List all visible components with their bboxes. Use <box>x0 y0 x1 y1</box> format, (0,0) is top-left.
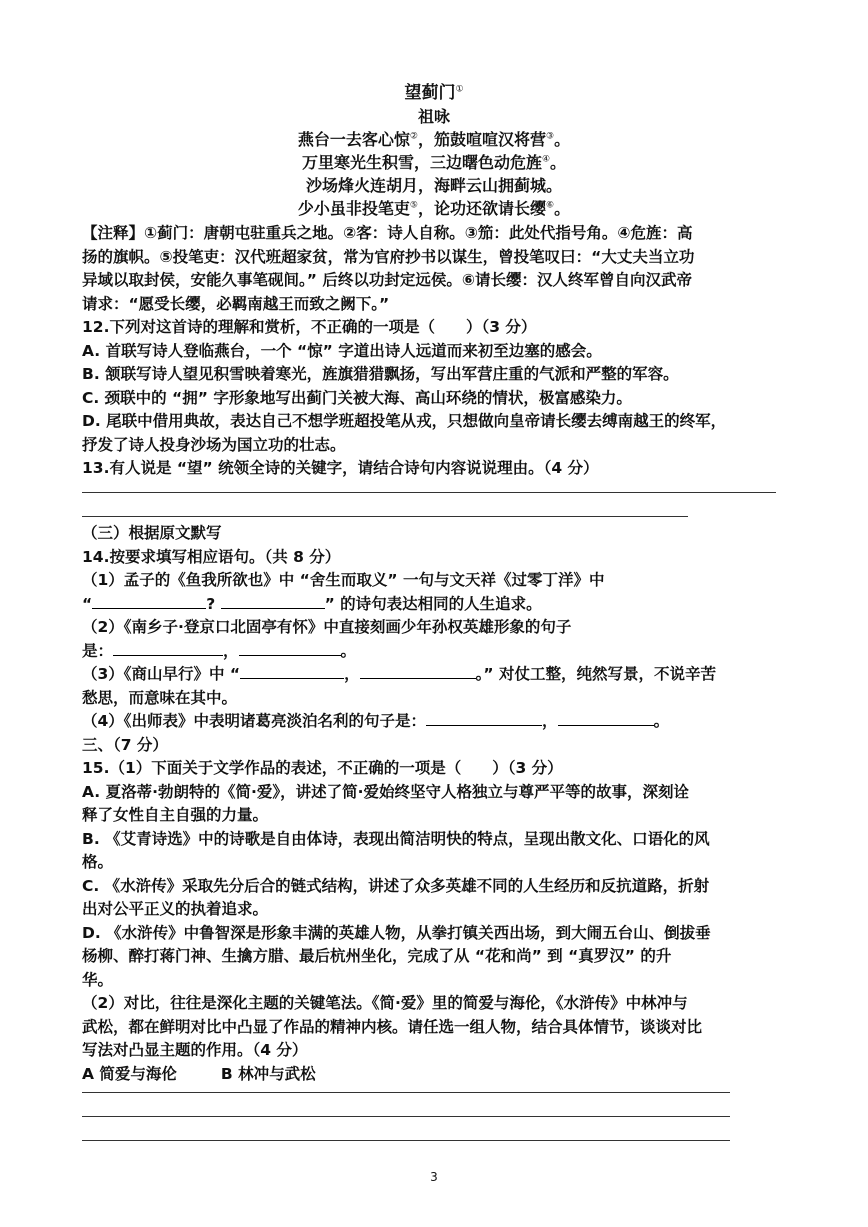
q13-answer-line-1[interactable] <box>82 492 776 493</box>
q14-3-blank-2[interactable] <box>360 663 476 679</box>
poem-line-3: 沙场烽火连胡月，海畔云山拥蓟城。 <box>305 176 562 195</box>
section3-heading: （三）根据原文默写 <box>82 524 222 542</box>
section3-body <box>82 522 790 1086</box>
q14-stem: 14.按要求填写相应语句。（共 8 分） <box>82 547 341 566</box>
notes-line: 【注释】①蓟门：唐朝屯驻重兵之地。②客：诗人自称。③笳：此处代指号角。④危旌：高 <box>82 224 693 242</box>
poem-title-note: ① <box>455 84 464 95</box>
q14-2-line-1: （2）《南乡子·登京口北固亭有怀》中直接刻画少年孙权英雄形象的句子 <box>82 618 572 636</box>
q15-1-option-line: B. 《艾青诗选》中的诗歌是自由体诗，表现出简洁明快的特点，呈现出散文化、口语化的风 <box>82 829 710 848</box>
q15-answer-line-3[interactable] <box>82 1140 730 1141</box>
notes-line: 扬的旗帜。⑤投笔吏：汉代班超家贫，常为官府抄书以谋生，曾投笔叹曰：“大丈夫当立功 <box>82 247 695 266</box>
q15-1-option-line: D. 《水浒传》中鲁智深是形象丰满的英雄人物，从拳打镇关西出场，到大闹五台山、倒拔垂 <box>82 923 711 942</box>
q15-answer-line-2[interactable] <box>82 1116 730 1117</box>
q12-option-a: A. 首联写诗人登临燕台，一个 “惊” 字道出诗人远道而来初至边塞的感会。 <box>82 341 602 360</box>
q15-1-option-line: A. 夏洛蒂·勃朗特的《简·爱》，讲述了简·爱始终坚守人格独立与尊严平等的故事，深刻诠 <box>82 782 689 801</box>
q14-2-blank-2[interactable] <box>239 640 341 656</box>
q15-1-option-line: 出对公平正义的执着追求。 <box>82 900 269 918</box>
q15-1-stem: 15.（1）下面关于文学作品的表述，不正确的一项是（ ）（3 分） <box>82 759 563 777</box>
q14-4-line: （4）《出师表》中表明诸葛亮淡泊名利的句子是： ， 。 <box>82 712 670 730</box>
notes-line: 请求：“愿受长缨，必羁南越王而致之阙下。” <box>82 294 390 313</box>
q14-2-blank-1[interactable] <box>113 640 223 656</box>
poem-author: 祖咏 <box>417 107 450 126</box>
q12-option-b: B. 颔联写诗人望见积雪映着寒光，旌旗猎猎飘扬，写出军营庄重的气派和严整的军容。 <box>82 365 679 383</box>
q15-1-option-line: 格。 <box>82 853 114 871</box>
q14-1-blank-1[interactable] <box>92 593 206 609</box>
q14-3-blank-1[interactable] <box>240 663 344 679</box>
q12-stem: 12.下列对这首诗的理解和赏析，不正确的一项是（ ）（3 分） <box>82 318 537 336</box>
q14-3-line-1: （3）《商山早行》中 “ ， 。” 对仗工整，纯然写景，不说辛苦 <box>82 665 716 683</box>
q14-1-line-2: “ ? ” 的诗句表达相同的人生追求。 <box>82 594 542 613</box>
poem-line-4: 少小虽非投笔吏⑤，论功还欲请长缨⑥。 <box>297 199 571 218</box>
q14-3-line-2: 愁思，而意味在其中。 <box>82 688 238 707</box>
q14-4-blank-1[interactable] <box>426 710 542 726</box>
choice-a: A 简爱与海伦 <box>82 1064 177 1083</box>
notes-line: 异域以取封侯，安能久事笔砚间。” 后终以功封定远侯。⑥请长缨：汉人终军曾自向汉武帝 <box>82 271 692 289</box>
q13-stem: 13.有人说是 “望” 统领全诗的关键字，请结合诗句内容说说理由。（4 分） <box>82 459 599 477</box>
q15-2-line: 武松，都在鲜明对比中凸显了作品的精神内核。请任选一组人物，结合具体情节，谈谈对比 <box>82 1017 703 1036</box>
q14-2-line-2: 是： ， 。 <box>82 641 357 660</box>
q15-2-choices <box>82 1063 790 1087</box>
q15-1-option-line: 释了女性自主自强的力量。 <box>82 806 269 824</box>
q14-4-blank-2[interactable] <box>558 710 654 726</box>
choice-b: B 林冲与武松 <box>220 1064 316 1083</box>
poem-title-text: 望蓟门 <box>404 83 456 103</box>
q12-option-d-cont: 抒发了诗人投身沙场为国立功的壮志。 <box>82 435 346 454</box>
q15-2-line: 写法对凸显主题的作用。（4 分） <box>82 1041 308 1059</box>
q12-option-c: C. 颈联中的 “拥” 字形象地写出蓟门关被大海、高山环绕的情状，极富感染力。 <box>82 388 632 407</box>
q15-1-option-line: 杨柳、醉打蒋门神、生擒方腊、最后杭州坐化，完成了从 “花和尚” 到 “真罗汉” 的升 <box>82 947 672 965</box>
poem-title <box>0 82 868 105</box>
q14-1-blank-2[interactable] <box>221 593 325 609</box>
q15-1-option-line: 华。 <box>82 970 114 989</box>
page-number: 3 <box>430 1170 438 1184</box>
q15-2-line: （2）对比，往往是深化主题的关键笔法。《简·爱》里的简爱与海伦，《水浒传》中林冲与 <box>82 994 688 1012</box>
q15-answer-line-1[interactable] <box>82 1092 730 1093</box>
poem-line-2: 万里寒光生积雪，三边曙色动危旌④。 <box>301 153 567 172</box>
question-body <box>82 222 790 481</box>
q13-answer-line-2[interactable] <box>82 516 688 517</box>
q15-1-option-line: C. 《水浒传》采取先分后合的链式结构，讲述了众多英雄不同的人生经历和反抗道路，折射 <box>82 876 710 895</box>
q12-option-d: D. 尾联中借用典故，表达自己不想学班超投笔从戎，只想做向皇帝请长缨去缚南越王的终军， <box>82 412 727 430</box>
q14-1-line-1: （1）孟子的《鱼我所欲也》中 “舍生而取义” 一句与文天祥《过零丁洋》中 <box>82 571 605 589</box>
part3-heading: 三、（7 分） <box>82 735 168 754</box>
poem-line-1: 燕台一去客心惊②，笳鼓喧喧汉将营③。 <box>297 130 571 149</box>
